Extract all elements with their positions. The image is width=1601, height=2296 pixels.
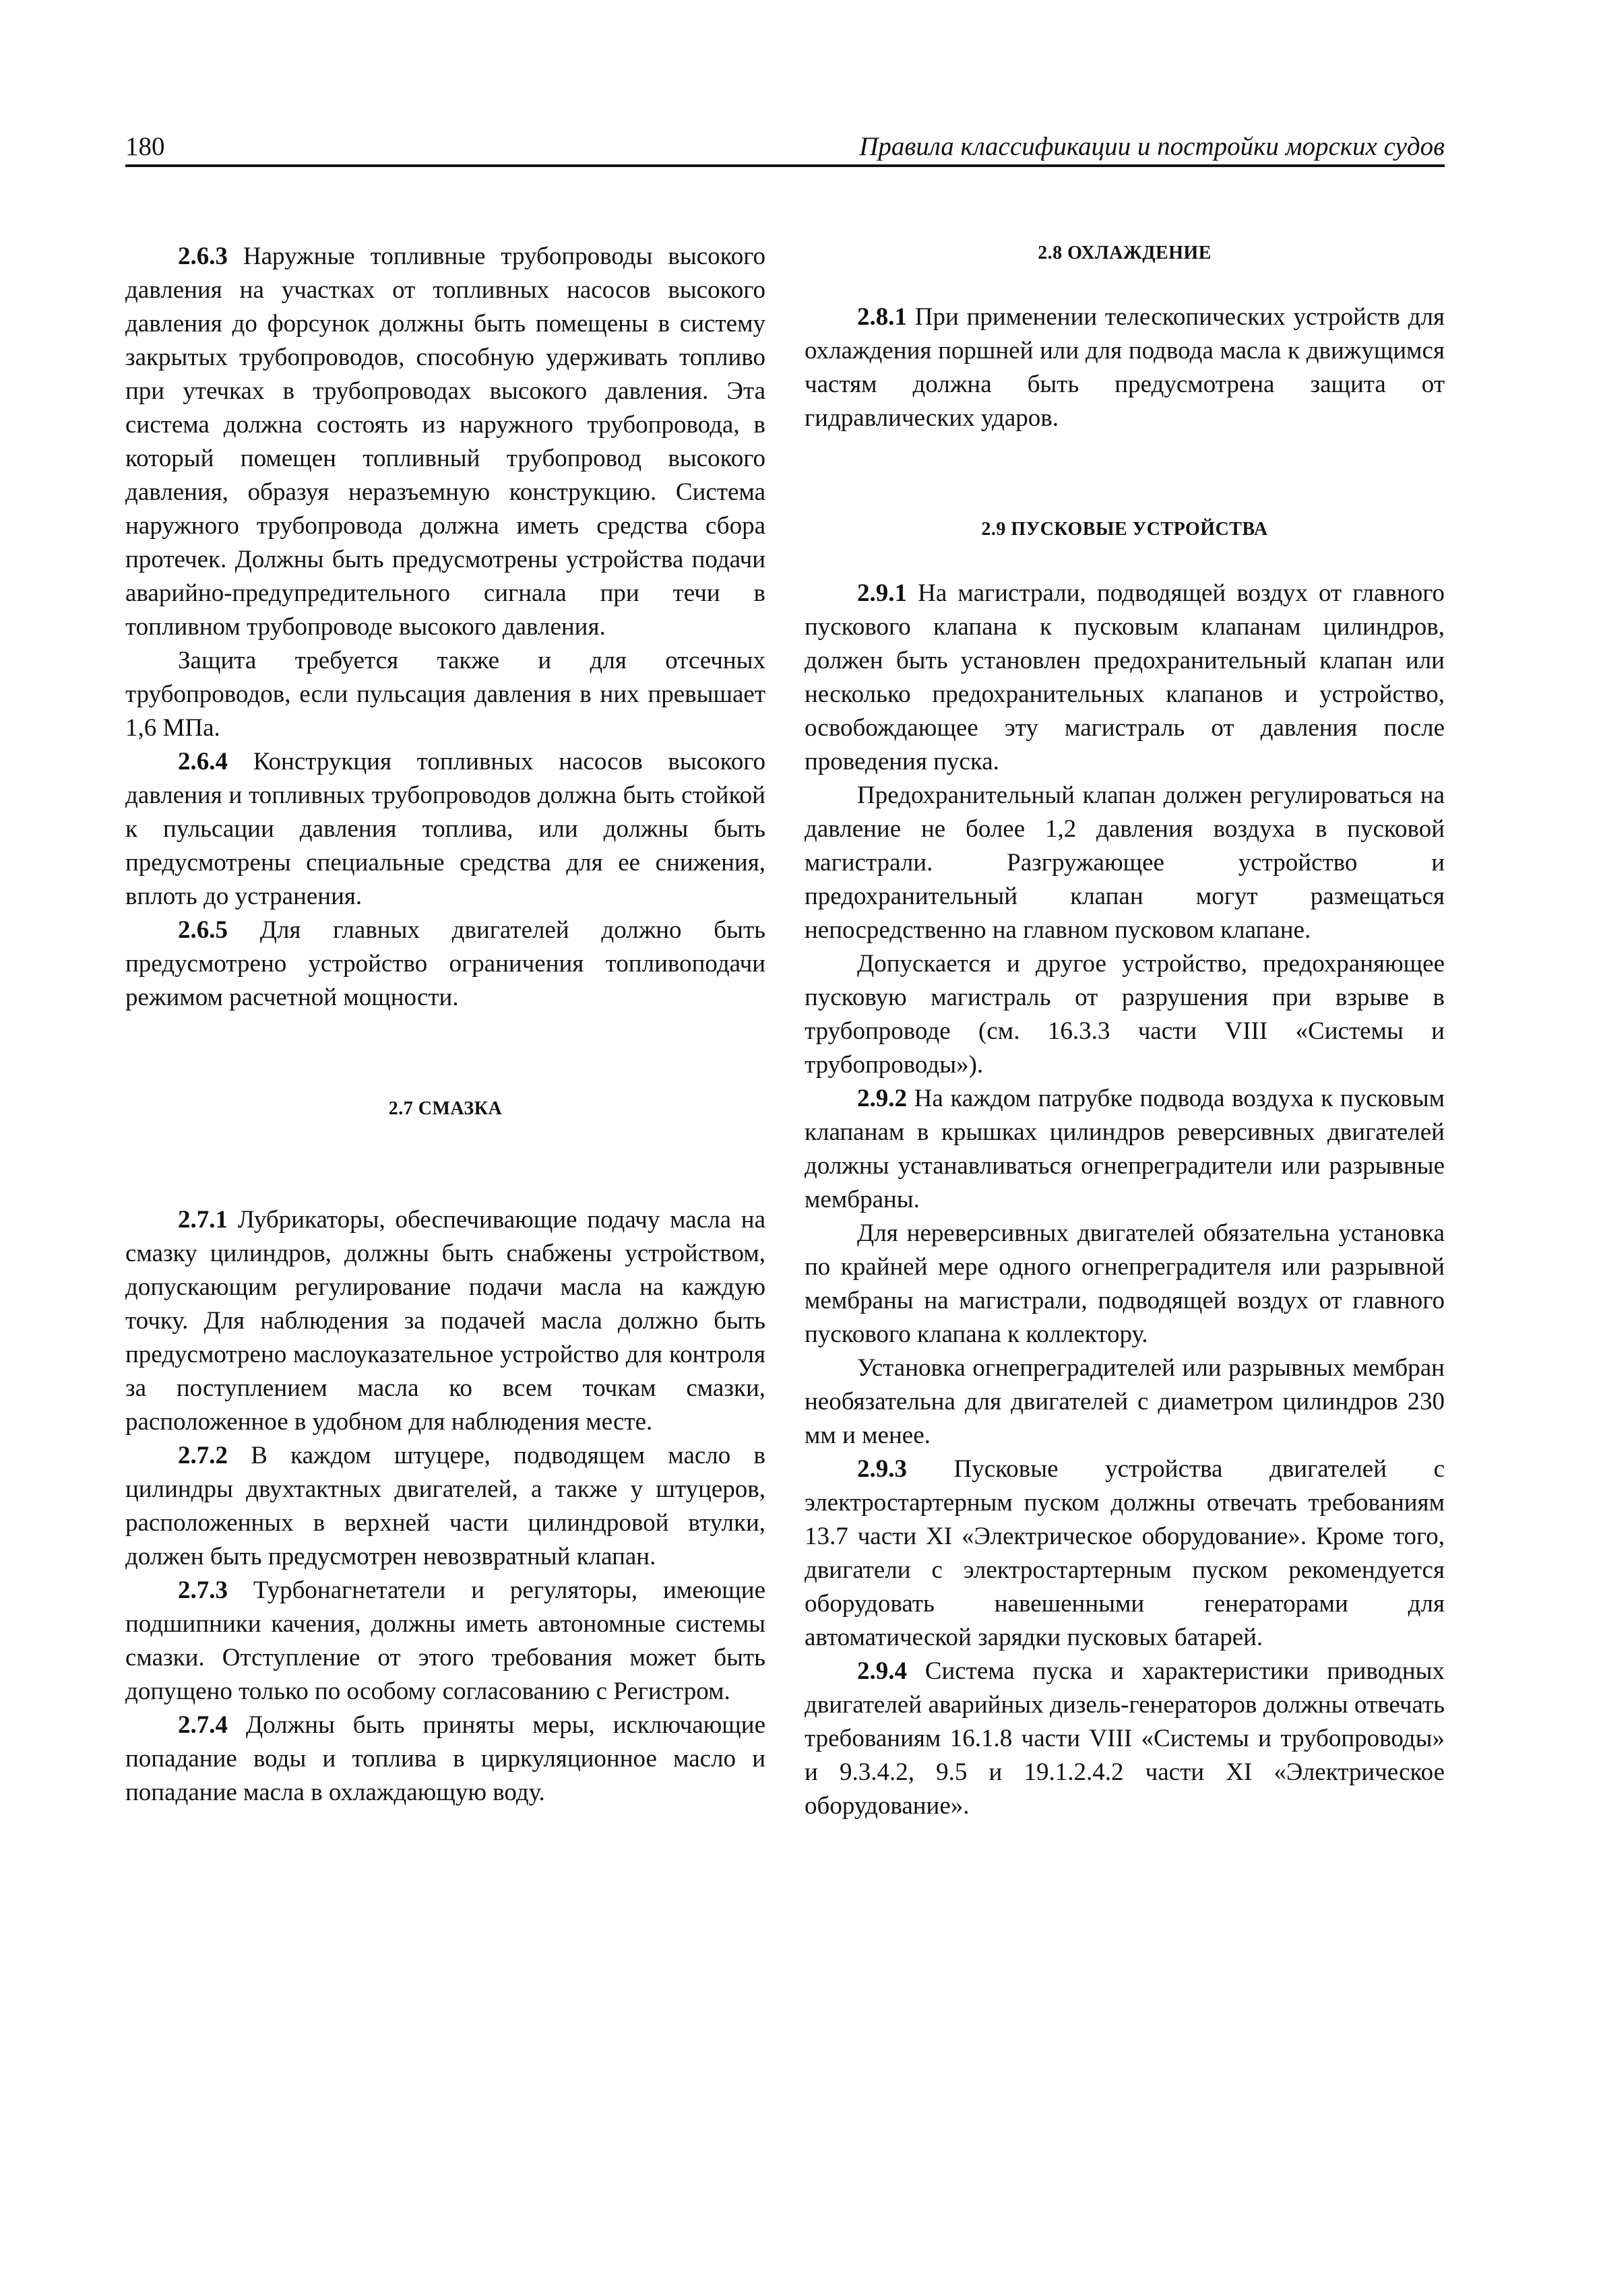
paragraph-2-6-3 (125, 240, 765, 644)
paragraph-text: При применении телескопических устройств для охлаждения поршней или для подвода масла к движущимся частям должна быть предусмотрена защита от гидравлических ударов. (805, 303, 1445, 432)
section-heading-2-8: 2.8 ОХЛАЖДЕНИЕ (1038, 243, 1212, 263)
paragraph-2-9-2 (805, 1082, 1445, 1217)
paragraph-2-6-3-cont: Защита требуется также и для отсечных трубопроводов, если пульсация давления в них превышает 1,6 МПа. (125, 647, 765, 742)
paragraph-text: Пусковые устройства двигателей с электростартерным пуском должны отвечать требованиям 13.7 части XI «Электрическое оборудование». Кроме того, двигатели с электростартерным пуском рекомендуется оборудовать навешенными генераторами для автоматической зарядки пусковых батарей. (805, 1455, 1445, 1651)
clause-number: 2.7.3 (178, 1576, 228, 1604)
section-heading-2-9: 2.9 ПУСКОВЫЕ УСТРОЙСТВА (981, 519, 1268, 540)
clause-number: 2.8.1 (857, 303, 907, 331)
clause-number: 2.6.4 (178, 748, 228, 775)
paragraph-text: Наружные топливные трубопроводы высокого давления на участках от топливных насосов высокого давления до форсунок должны быть помещены в систему закрытых трубопроводов, способную удерживать топливо при утечках в трубопроводах высокого давления. Эта система должна состоять из наружного трубопровода, в который помещен топливный трубопровод высокого давления, образуя неразъемную конструкцию. Система наружного трубопровода должна иметь средства сбора протечек. Должны быть предусмотрены устройства подачи аварийно-предупредительного сигнала при течи в топливном трубопроводе высокого давления. (125, 243, 765, 641)
paragraph-2-9-2-cont: Для нереверсивных двигателей обязательна установка по крайней мере одного огнепреградителя или разрывной мембраны на магистрали, подводящей воздух от главного пускового клапана к коллектору. (805, 1219, 1445, 1348)
paragraph-text: Должны быть приняты меры, исключающие попадание воды и топлива в циркуляционное масло и попадание масла в охлаждающую воду. (125, 1711, 765, 1806)
section-heading-2-7: 2.7 СМАЗКА (388, 1098, 503, 1119)
paragraph-text: Турбонагнетатели и регуляторы, имеющие подшипники качения, должны иметь автономные системы смазки. Отступление от этого требования может быть допущено только по особому согласованию с Регистром. (125, 1576, 765, 1705)
paragraph-text: Для главных двигателей должно быть предусмотрено устройство ограничения топливоподачи режимом расчетной мощности. (125, 916, 765, 1011)
right-column (805, 240, 1445, 1823)
paragraph-text: Конструкция топливных насосов высокого давления и топливных трубопроводов должна быть стойкой к пульсации давления топлива, или должны быть предусмотрены специальные средства для ее снижения, вплоть до устранения. (125, 748, 765, 910)
paragraph-text: В каждом штуцере, подводящем масло в цилиндры двухтактных двигателей, а также у штуцеров, расположенных в верхней части цилиндровой втулки, должен быть предусмотрен невозвратный клапан. (125, 1442, 765, 1570)
page-number: 180 (125, 132, 165, 161)
clause-number: 2.9.4 (857, 1657, 907, 1685)
clause-number: 2.6.3 (178, 243, 228, 270)
clause-number: 2.9.1 (857, 579, 907, 607)
paragraph-2-9-1 (805, 577, 1445, 779)
paragraph-2-7-4 (125, 1709, 765, 1810)
paragraph-2-8-1 (805, 300, 1445, 435)
paragraph-text: Система пуска и характеристики приводных двигателей аварийных дизель-генераторов должны отвечать требованиям 16.1.8 части VIII «Системы и трубопроводы» и 9.3.4.2, 9.5 и 19.1.2.4.2 части XI «Электрическое оборудование». (805, 1657, 1445, 1820)
paragraph-2-7-2 (125, 1439, 765, 1574)
paragraph-text: На магистрали, подводящей воздух от главного пускового клапана к пусковым клапанам цилиндров, должен быть установлен предохранительный клапан или несколько предохранительных клапанов и устройство, освобождающее эту магистраль от давления после проведения пуска. (805, 579, 1445, 775)
clause-number: 2.6.5 (178, 916, 228, 944)
paragraph-2-6-5 (125, 914, 765, 1015)
clause-number: 2.7.4 (178, 1711, 228, 1739)
paragraph-text: На каждом патрубке подвода воздуха к пусковым клапанам в крышках цилиндров реверсивных двигателей должны устанавливаться огнепреградители или разрывные мембраны. (805, 1085, 1445, 1213)
running-title: Правила классификации и постройки морских судов (859, 132, 1445, 161)
page-header (125, 125, 1445, 167)
paragraph-2-7-3 (125, 1574, 765, 1709)
paragraph-2-7-1 (125, 1203, 765, 1439)
paragraph-2-9-2-cont-2: Установка огнепреградителей или разрывных мембран необязательна для двигателей с диаметром цилиндров 230 мм и менее. (805, 1354, 1445, 1449)
left-column (125, 240, 765, 1810)
clause-number: 2.9.3 (857, 1455, 907, 1483)
paragraph-2-9-1-cont-2: Допускается и другое устройство, предохраняющее пусковую магистраль от разрушения при взрыве в трубопроводе (см. 16.3.3 части VIII «Системы и трубопроводы»). (805, 950, 1445, 1079)
paragraph-2-6-4 (125, 745, 765, 914)
clause-number: 2.7.1 (178, 1206, 228, 1234)
paragraph-2-9-1-cont: Предохранительный клапан должен регулироваться на давление не более 1,2 давления воздуха в пусковой магистрали. Разгружающее устройство и предохранительный клапан могут размещаться непосредственно на главном пусковом клапане. (805, 782, 1445, 944)
paragraph-text: Лубрикаторы, обеспечивающие подачу масла на смазку цилиндров, должны быть снабжены устройством, допускающим регулирование подачи масла на каждую точку. Для наблюдения за подачей масла должно быть предусмотрено маслоуказательное устройство для контроля за поступлением масла ко всем точкам смазки, расположенное в удобном для наблюдения месте. (125, 1206, 765, 1436)
paragraph-2-9-4 (805, 1655, 1445, 1823)
clause-number: 2.7.2 (178, 1442, 228, 1469)
clause-number: 2.9.2 (857, 1085, 907, 1112)
paragraph-2-9-3 (805, 1453, 1445, 1655)
